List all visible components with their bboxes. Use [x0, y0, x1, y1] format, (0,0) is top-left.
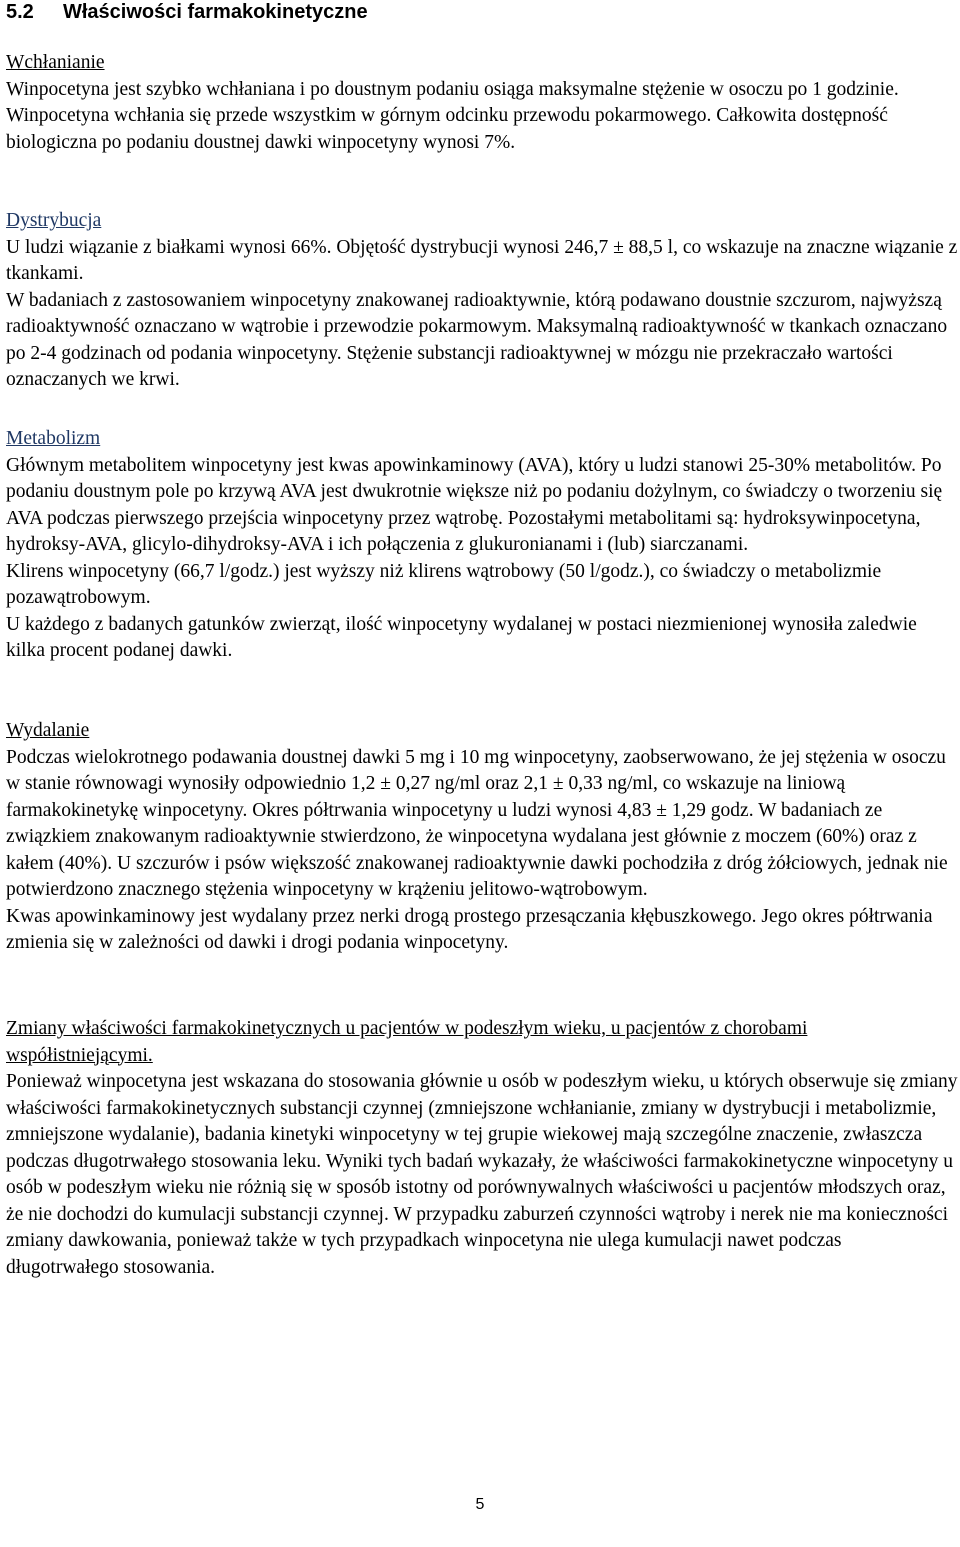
metabolism-paragraph: U każdego z badanych gatunków zwierząt, ilość winpocetyny wydalanej w postaci niezmienionej wynosiła zaledwie kilka procent podanej dawki.: [6, 613, 917, 661]
excretion-section: [6, 718, 958, 957]
section-title: Właściwości farmakokinetyczne: [63, 1, 368, 23]
page-number: 5: [475, 1496, 485, 1513]
metabolism-paragraph: Głównym metabolitem winpocetyny jest kwas apowinkaminowy (AVA), który u ludzi stanowi 25-30% metabolitów. Po podaniu doustnym pole po krzywą AVA jest dwukrotnie większe niż po podaniu dożylnym, co świadczy o tworzeniu się AVA podczas pierwszego przejścia winpocetyny przez wątrobę. Pozostałymi metabolitami są: hydroksywinpocetyna, hydroksy-AVA, glicylo-dihydroksy-AVA i ich połączenia z glukuronianami i (lub) siarczanami.: [6, 454, 943, 555]
excretion-paragraph: Kwas apowinkaminowy jest wydalany przez nerki drogą prostego przesączania kłębuszkowego. Jego okres półtrwania zmienia się w zależności od dawki i drogi podania winpocetyny.: [6, 905, 933, 953]
special-populations-paragraph: Ponieważ winpocetyna jest wskazana do stosowania głównie u osób w podeszłym wieku, u których obserwuje się zmiany właściwości farmakokinetycznych substancji czynnej (zmniejszone wchłanianie, zmiany w dystrybucji i metabolizmie, zmniejszone wydalanie), badania kinetyki winpocetyny w tej grupie wiekowej mają szczególne znaczenie, zwłaszcza podczas długotrwałego stosowania leku. Wyniki tych badań wykazały, że właściwości farmakokinetyczne winpocetyny u osób w podeszłym wieku nie różnią się w sposób istotny od porównywalnych właściwości u pacjentów młodszych oraz, że nie dochodzi do kumulacji substancji czynnej. W przypadku zaburzeń czynności wątroby i nerek nie ma konieczności zmiany dawkowania, ponieważ także w tych przypadkach winpocetyna nie ulega kumulacji nawet podczas długotrwałego stosowania.: [6, 1071, 958, 1278]
distribution-paragraph: W badaniach z zastosowaniem winpocetyny znakowanej radioaktywnie, którą podawano doustnie szczurom, najwyższą radioaktywność oznaczano w wątrobie i przewodzie pokarmowym. Maksymalną radioaktywność w tkankach oznaczano po 2-4 godzinach od podania winpocetyny. Stężenie substancji radioaktywnej w mózgu nie przekraczało wartości oznaczanych we krwi.: [6, 289, 948, 390]
metabolism-paragraph: Klirens winpocetyny (66,7 l/godz.) jest wyższy niż klirens wątrobowy (50 l/godz.), co świadczy o metabolizmie pozawątrobowym.: [6, 560, 882, 608]
excretion-paragraph: Podczas wielokrotnego podawania doustnej dawki 5 mg i 10 mg winpocetyny, zaobserwowano, że jej stężenia w osoczu w stanie równowagi wynosiły odpowiednio 1,2 ± 0,27 ng/ml oraz 2,1 ± 0,33 ng/ml, co wskazuje na liniową farmakokinetykę winpocetyny. Okres półtrwania winpocetyny u ludzi wynosi 4,83 ± 1,29 godz. W badaniach ze związkiem znakowanym radioaktywnie stwierdzono, że winpocetyna wydalana jest głównie z moczem (60%) oraz z kałem (40%). U szczurów i psów większość znakowanej radioaktywnie dawki pochodziła z dróg żółciowych, jednak nie potwierdzono znacznego stężenia winpocetyny w krążeniu jelitowo-wątrobowym.: [6, 746, 948, 900]
excretion-heading: Wydalanie: [6, 720, 90, 741]
distribution-paragraph: U ludzi wiązanie z białkami wynosi 66%. Objętość dystrybucji wynosi 246,7 ± 88,5 l, co wskazuje na znaczne wiązanie z tkankami.: [6, 236, 958, 284]
special-populations-section: [6, 1016, 958, 1281]
absorption-heading: Wchłanianie: [6, 52, 105, 73]
distribution-heading: Dystrybucja: [6, 210, 102, 231]
metabolism-heading: Metabolizm: [6, 428, 101, 449]
absorption-section: [6, 50, 958, 156]
section-number: 5.2: [6, 1, 34, 23]
absorption-paragraph: Winpocetyna jest szybko wchłaniana i po doustnym podaniu osiąga maksymalne stężenie w osoczu po 1 godzinie. Winpocetyna wchłania się przede wszystkim w górnym odcinku przewodu pokarmowego. Całkowita dostępność biologiczna po podaniu doustnej dawki winpocetyny wynosi 7%.: [6, 78, 899, 153]
metabolism-section: [6, 426, 958, 665]
special-populations-heading: Zmiany właściwości farmakokinetycznych u pacjentów w podeszłym wieku, u pacjentów z chorobami współistniejącymi.: [6, 1018, 808, 1066]
section-heading: [6, 0, 368, 27]
distribution-section: [6, 208, 958, 394]
